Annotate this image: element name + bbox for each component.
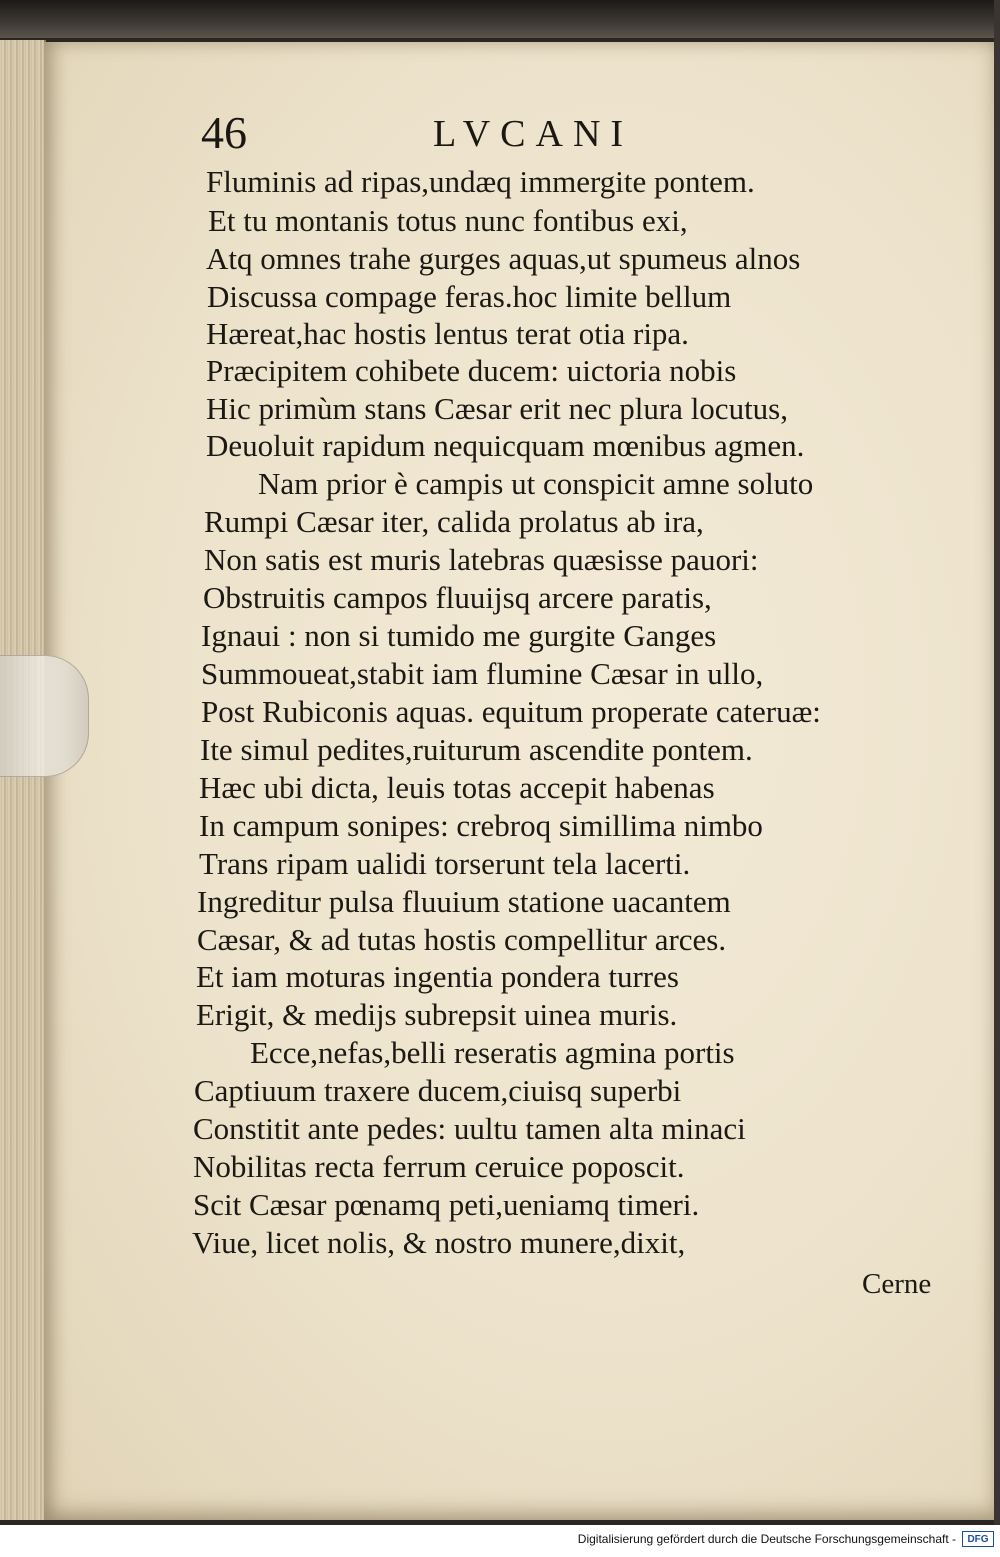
verse-line: Hæc ubi dicta, leuis totas accepit habenas bbox=[199, 770, 715, 805]
verse-line: Obstruitis campos fluuijsq arcere paratis, bbox=[203, 580, 712, 615]
verse-line: Discussa compage feras.hoc limite bellum bbox=[207, 279, 732, 314]
verse-line: Nam prior è campis ut conspicit amne soluto bbox=[258, 466, 814, 501]
dfg-credit-text: Digitalisierung gefördert durch die Deutsche Forschungsgemeinschaft - bbox=[577, 1532, 956, 1546]
verse-line: Fluminis ad ripas,undæq immergite pontem. bbox=[206, 164, 755, 199]
verse-line: Captiuum traxere ducem,ciuisq superbi bbox=[194, 1073, 682, 1108]
verse-line: Ite simul pedites,ruiturum ascendite pontem. bbox=[200, 732, 753, 767]
verse-line: Post Rubiconis aquas. equitum properate cateruæ: bbox=[201, 694, 821, 729]
dfg-logo[interactable]: DFG bbox=[962, 1531, 994, 1547]
verse-line: Non satis est muris latebras quæsisse pauori: bbox=[204, 542, 759, 577]
digitization-footer bbox=[0, 1525, 1000, 1557]
verse-line: Constitit ante pedes: uultu tamen alta minaci bbox=[193, 1111, 746, 1146]
verse-line: Rumpi Cæsar iter, calida prolatus ab ira, bbox=[204, 504, 704, 539]
page-block-edges bbox=[0, 40, 46, 1520]
verse-line: Deuoluit rapidum nequicquam mœnibus agmen. bbox=[206, 428, 805, 463]
verse-line: Et tu montanis totus nunc fontibus exi, bbox=[208, 203, 688, 238]
verse-line: Viue, licet nolis, & nostro munere,dixit, bbox=[192, 1225, 686, 1260]
verse-line: Summoueat,stabit iam flumine Cæsar in ullo, bbox=[201, 656, 764, 691]
verse-line: Atq omnes trahe gurges aquas,ut spumeus alnos bbox=[206, 241, 801, 276]
verse-line: Et iam moturas ingentia pondera turres bbox=[196, 959, 679, 994]
running-head: LVCANI bbox=[433, 113, 634, 155]
verse-line: Hic primùm stans Cæsar erit nec plura locutus, bbox=[206, 391, 788, 426]
verse-line: Præcipitem cohibete ducem: uictoria nobis bbox=[206, 353, 737, 388]
verse-line: Ingreditur pulsa fluuium statione uacantem bbox=[197, 884, 731, 919]
verse-line: In campum sonipes: crebroq simillima nimbo bbox=[199, 808, 763, 843]
verse-line: Scit Cæsar pœnamq peti,ueniamq timeri. bbox=[193, 1187, 700, 1222]
catchword: Cerne bbox=[862, 1268, 932, 1300]
verse-line: Cæsar, & ad tutas hostis compellitur arces. bbox=[197, 922, 727, 957]
verse-line: Ecce,nefas,belli reseratis agmina portis bbox=[250, 1035, 735, 1070]
verse-line: Trans ripam ualidi torserunt tela lacerti. bbox=[199, 846, 691, 881]
page-number: 46 bbox=[201, 107, 247, 158]
scanner-background-right bbox=[994, 0, 1000, 1525]
verse-line: Nobilitas recta ferrum ceruice poposcit. bbox=[193, 1149, 685, 1184]
scanner-background-top bbox=[0, 0, 1000, 38]
verse-line: Erigit, & medijs subrepsit uinea muris. bbox=[196, 997, 678, 1032]
verse-line: Hæreat,hac hostis lentus terat otia ripa. bbox=[206, 316, 689, 351]
page-holder-clip bbox=[0, 655, 89, 777]
verse-line: Ignaui : non si tumido me gurgite Ganges bbox=[201, 618, 717, 653]
